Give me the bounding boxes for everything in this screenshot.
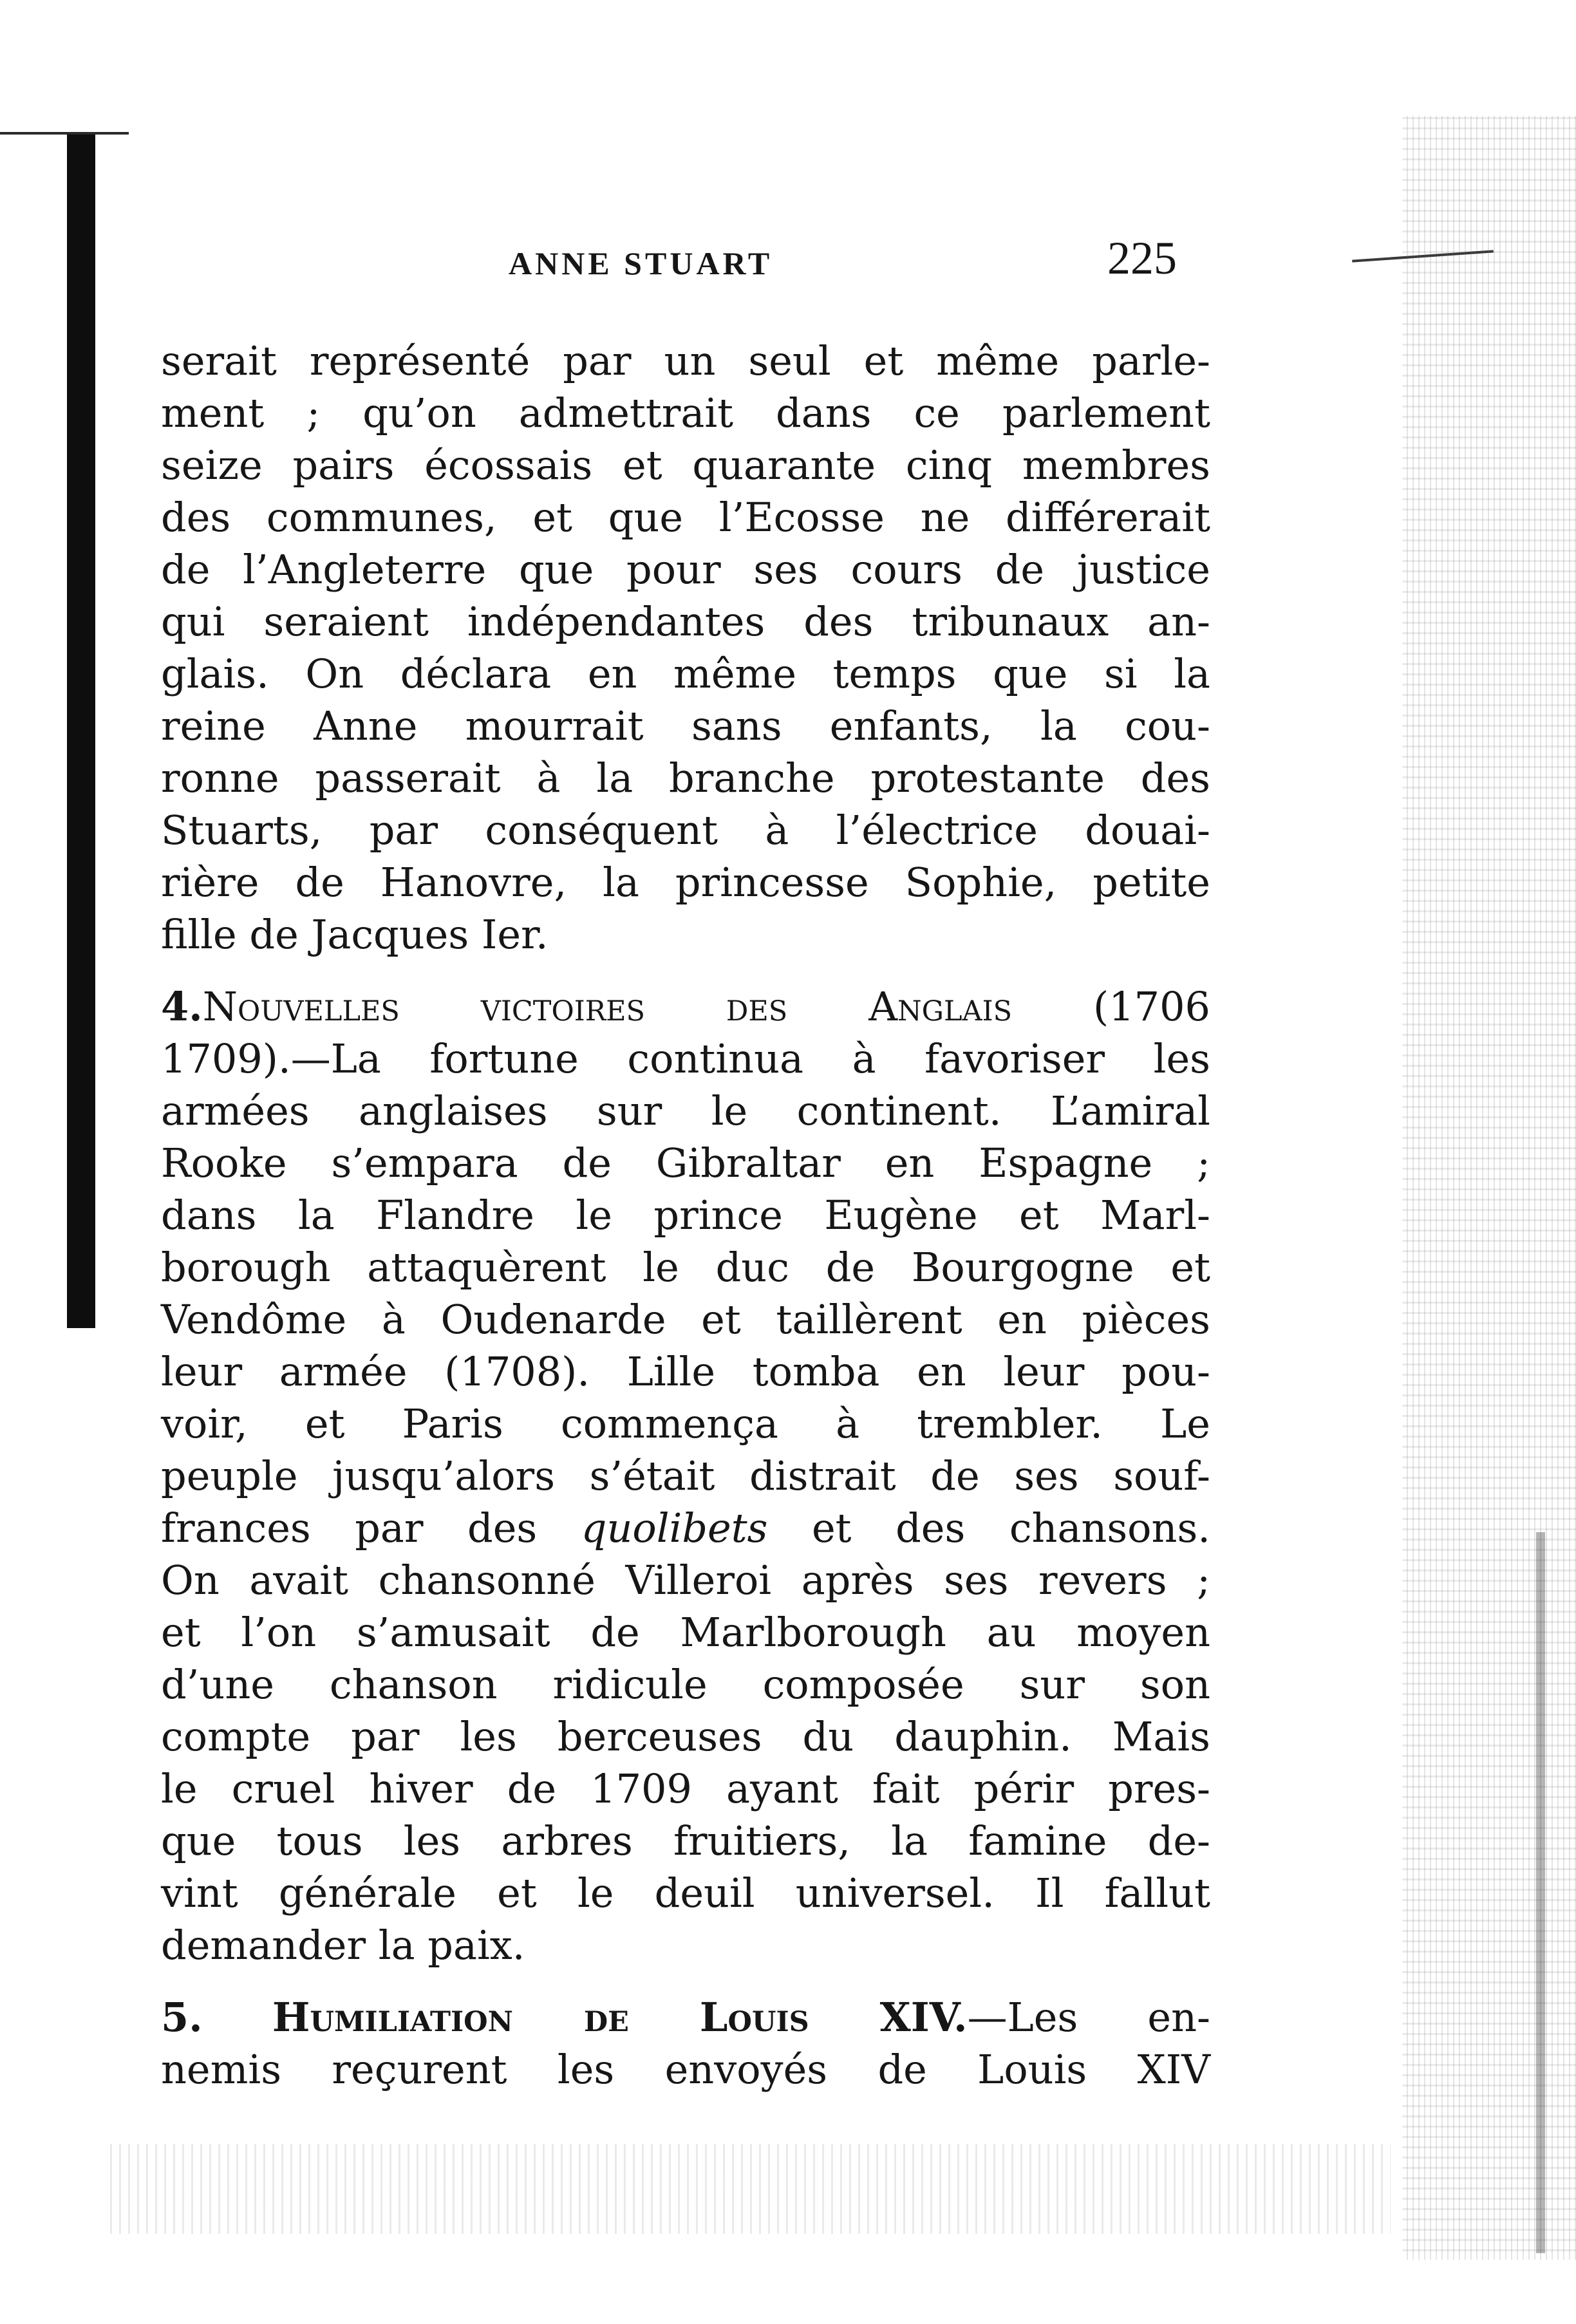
text-line: dans la Flandre le prince Eugène et Marl- [161, 1192, 1210, 1239]
text-line: Rooke s’empara de Gibraltar en Espagne ; [161, 1139, 1210, 1186]
section-heading-line [161, 1991, 1210, 2043]
text-line: leur armée (1708). Lille tomba en leur pou- [161, 1348, 1210, 1395]
text-span: frances par des [161, 1504, 538, 1551]
text-line: voir, et Paris commença à trembler. Le [161, 1400, 1210, 1447]
text-line: On avait chansonné Villeroi après ses revers ; [161, 1557, 1210, 1604]
text-line: et l’on s’amusait de Marlborough au moyen [161, 1609, 1210, 1656]
section-heading-line [161, 980, 1210, 1033]
section-date-end: 1709). [161, 1035, 291, 1082]
section-4 [161, 980, 1210, 1971]
text-line: compte par les berceuses du dauphin. Mais [161, 1713, 1210, 1760]
text-line: glais. On déclara en même temps que si la [161, 650, 1210, 697]
page-header [509, 232, 1346, 290]
text-line: nemis reçurent les envoyés de Louis XIV [161, 2046, 1210, 2093]
text-line: armées anglaises sur le continent. L’amiral [161, 1087, 1210, 1134]
section-number: 5. [161, 1994, 203, 2041]
text-line: demander la paix. [161, 1922, 525, 1969]
paragraph-gap [161, 1971, 1210, 1991]
text-line: vint générale et le deuil universel. Il fallut [161, 1870, 1210, 1916]
text-line: serait représenté par un seul et même parle- [161, 337, 1210, 384]
text-line: qui seraient indépendantes des tribunaux an- [161, 598, 1210, 645]
text-line: rière de Hanovre, la princesse Sophie, petite [161, 859, 1210, 906]
text-line: Vendôme à Oudenarde et taillèrent en pièces [161, 1296, 1210, 1343]
paragraph-gap [161, 961, 1210, 980]
text-line: ment ; qu’on admettrait dans ce parlement [161, 389, 1210, 436]
section-5 [161, 1991, 1210, 2095]
text-line: borough attaquèrent le duc de Bourgogne et [161, 1244, 1210, 1291]
text-line: Stuarts, par conséquent à l’électrice douai- [161, 807, 1210, 854]
text-span: et des chansons. [811, 1504, 1210, 1551]
text-line: que tous les arbres fruitiers, la famine de- [161, 1817, 1210, 1864]
scan-margin-bar [67, 132, 95, 1328]
text-line: seize pairs écossais et quarante cinq membres [161, 442, 1210, 489]
page-number: 225 [1107, 232, 1177, 284]
text-line: fille de Jacques Ier. [161, 911, 549, 958]
text-line [161, 1033, 1210, 1085]
section-title: Humiliation de Louis XIV. [272, 1994, 968, 2041]
paragraph-1 [161, 335, 1210, 961]
text-line [161, 1502, 1210, 1554]
body-text [161, 335, 1210, 2095]
section-title: Nouvelles victoires des Anglais [202, 983, 1013, 1030]
text-span: —Les en- [967, 1994, 1210, 2041]
text-line: des communes, et que l’Ecosse ne différerait [161, 494, 1210, 541]
scan-bottom-noise [103, 2144, 1391, 2234]
section-number: 4. [161, 983, 203, 1030]
running-title: ANNE STUART [509, 245, 773, 281]
italic-word: quolibets [581, 1504, 768, 1551]
text-line: de l’Angleterre que pour ses cours de justice [161, 546, 1210, 593]
text-span: —La fortune continua à favoriser les [290, 1035, 1210, 1082]
text-line: ronne passerait à la branche protestante des [161, 754, 1210, 801]
text-line: d’une chanson ridicule composée sur son [161, 1661, 1210, 1708]
text-line: peuple jusqu’alors s’était distrait de ses souf- [161, 1452, 1210, 1499]
scan-top-mark [0, 132, 129, 135]
section-date: (1706 [1093, 983, 1210, 1030]
text-line: reine Anne mourrait sans enfants, la cou- [161, 702, 1210, 749]
scan-edge-noise [1402, 116, 1576, 2260]
text-line: le cruel hiver de 1709 ayant fait périr pres- [161, 1765, 1210, 1812]
